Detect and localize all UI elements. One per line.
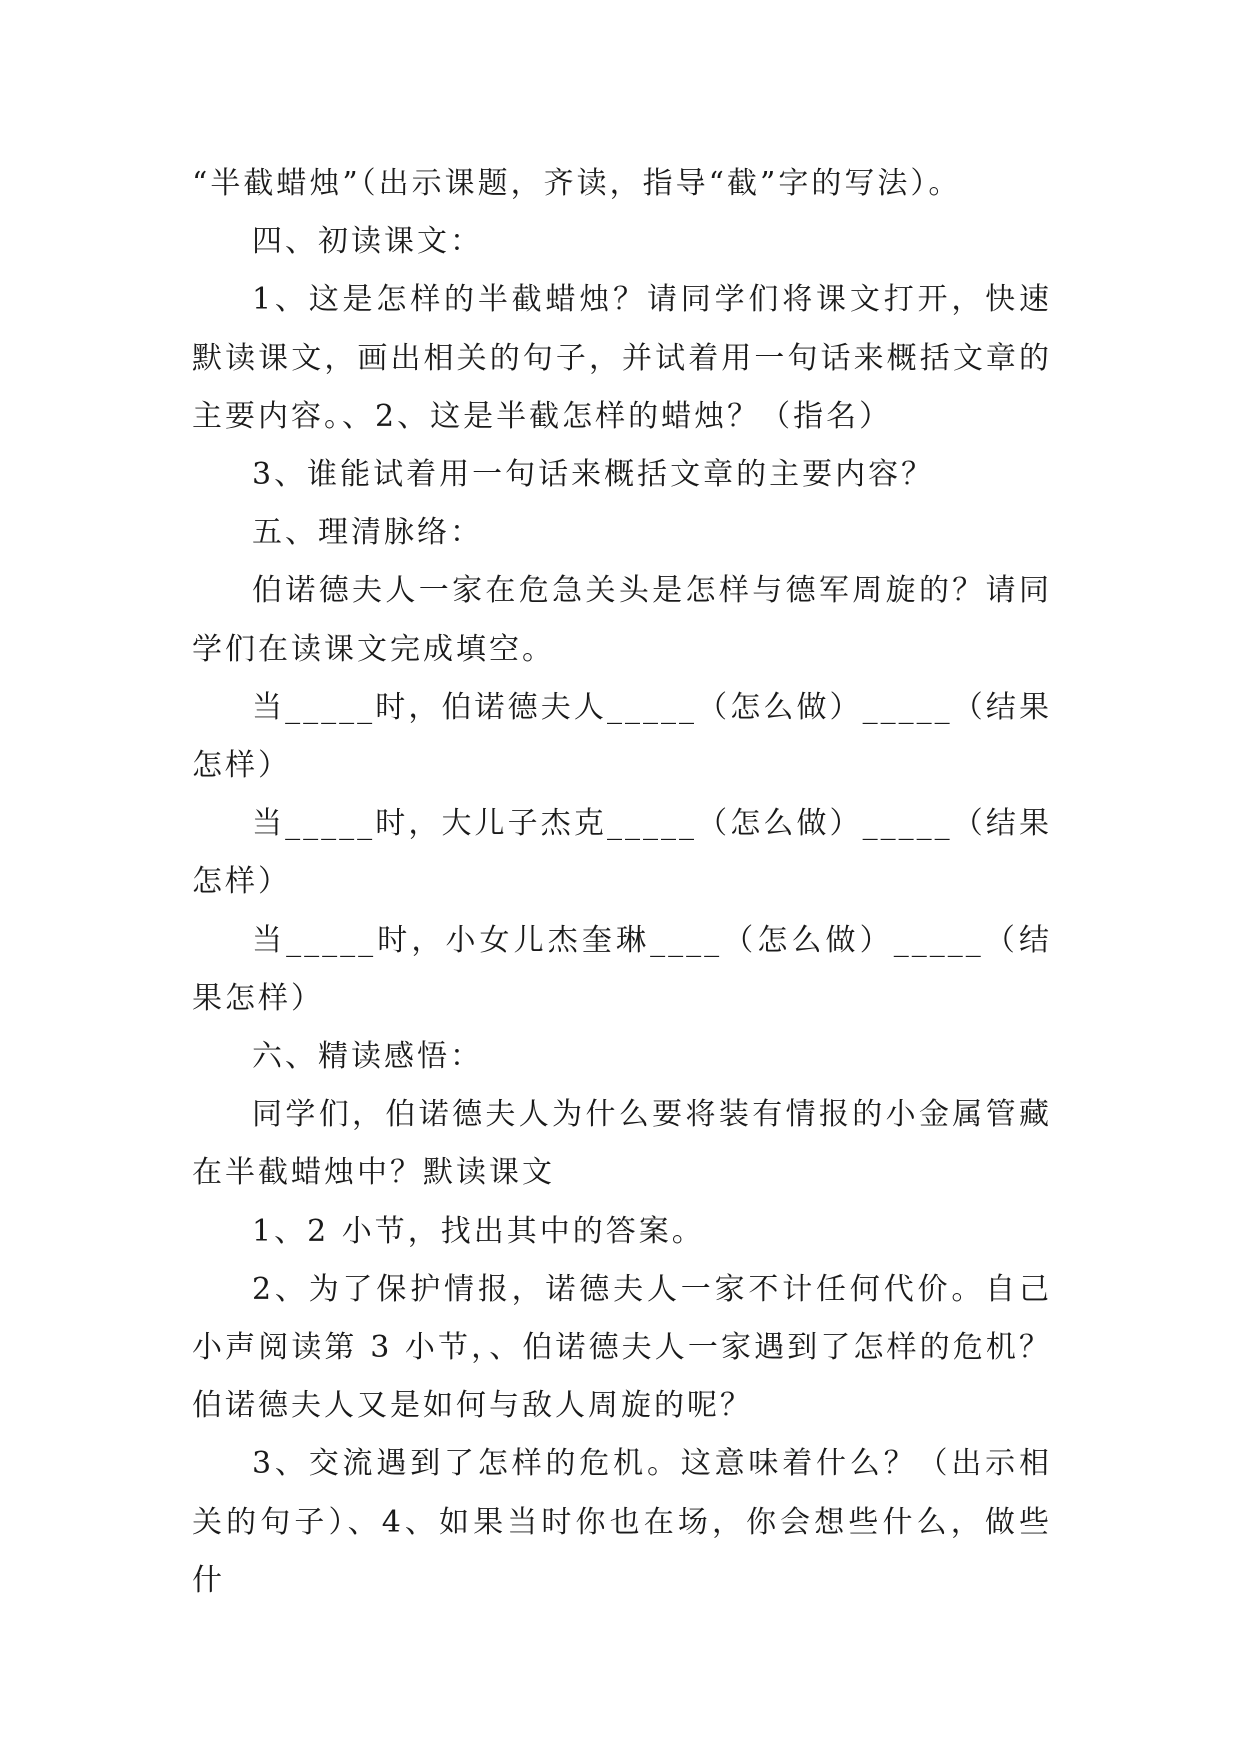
paragraph-item-3: 3、谁能试着用一句话来概括文章的主要内容？ <box>252 457 935 493</box>
paragraph-step-3: 3、交流遇到了怎样的危机。这意味着什么？（出示相关的句子）、4、如果当时你也在场，你会想些什么，做些什 <box>192 1446 1052 1598</box>
paragraph-lesson-title: “半截蜡烛”（出示课题，齐读，指导“截”字的写法）。 <box>192 166 962 201</box>
heading-section-6: 六、精读感悟： <box>252 1039 483 1075</box>
fill-in-blank-1: 当_____时，伯诺德夫人_____（怎么做）_____（结果怎样） <box>192 689 1052 784</box>
paragraph-reading-prompt: 同学们，伯诺德夫人为什么要将装有情报的小金属管藏在半截蜡烛中？默读课文 <box>192 1097 1052 1191</box>
heading-section-5: 五、理清脉络： <box>252 515 483 551</box>
fill-in-blank-2: 当_____时，大儿子杰克_____（怎么做）_____（结果怎样） <box>192 806 1052 900</box>
paragraph-step-2: 2、为了保护情报，诺德夫人一家不计任何代价。自己小声阅读第 3 小节，、伯诺德夫人一家遇到了怎样的危机？伯诺德夫人又是如何与敌人周旋的呢？ <box>192 1271 1052 1424</box>
paragraph-item-1: 1、这是怎样的半截蜡烛？请同学们将课文打开，快速默读课文，画出相关的句子，并试着用一句话来概括文章的主要内容。、2、这是半截怎样的蜡烛？（指名） <box>192 282 1052 434</box>
document-body <box>192 155 1052 1610</box>
paragraph-question: 伯诺德夫人一家在危急关头是怎样与德军周旋的？请同学们在读课文完成填空。 <box>192 573 1052 667</box>
fill-in-blank-3: 当_____时，小女儿杰奎琳____（怎么做）_____（结果怎样） <box>192 922 1052 1016</box>
paragraph-step-1: 1、2 小节，找出其中的答案。 <box>252 1213 705 1249</box>
heading-section-4: 四、初读课文： <box>252 224 483 260</box>
